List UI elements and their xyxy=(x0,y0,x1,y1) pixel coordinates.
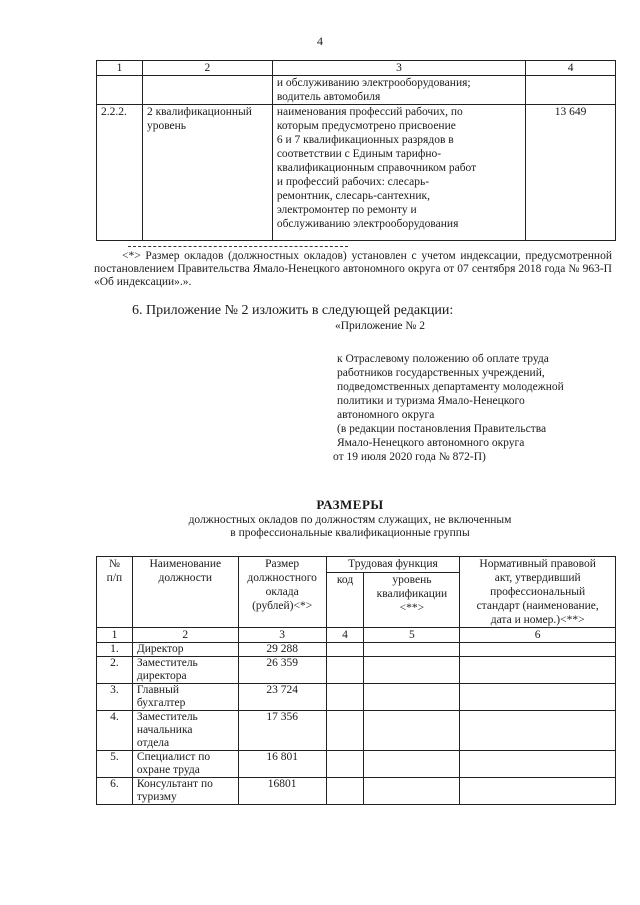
table1-row-level: 2 квалификационный уровень xyxy=(142,105,272,241)
section-heading: РАЗМЕРЫ xyxy=(316,497,384,512)
table1-continuation-row xyxy=(97,76,616,105)
table-row: 4. Заместитель начальника отдела 17 356 xyxy=(97,711,616,751)
table-row: 2. Заместитель директора 26 359 xyxy=(97,657,616,684)
table1-continuation-cell: и обслуживанию электрооборудования; водитель автомобиля xyxy=(272,76,525,105)
table1-row-salary: 13 649 xyxy=(526,105,616,241)
appendix-title: «Приложение № 2 xyxy=(335,320,425,332)
footnote-indexation: <*> Размер окладов (должностных окладов) установлен с учетом индексации, предусмотренной постановлением Правительства Ямало-Ненецкого автономного округа от 07 сентября 2018 года № 963-П «Об индексации».». xyxy=(94,250,612,288)
header-labor-function: Трудовая функция xyxy=(326,557,460,573)
table1-header-cell: 3 xyxy=(272,61,525,76)
table1-header-cell: 1 xyxy=(97,61,143,76)
amendment-item-6: 6. Приложение № 2 изложить в следующей редакции: xyxy=(132,303,454,318)
section-subheading: должностных окладов по должностям служащих, не включенным в профессиональные квалификационные группы xyxy=(188,514,512,539)
table-row: 1. Директор 29 288 xyxy=(97,643,616,657)
table1-row-description: наименования профессий рабочих, по которым предусмотрено присвоение 6 и 7 квалификационных разрядов в соответствии с Единым тарифно- квалификационным справочником работ и профессий рабочих: слесарь- ремонтник, слесарь-сантехник, электромонтер по ремонту и обслуживанию электрооборудования xyxy=(272,105,525,241)
salaries-table xyxy=(96,556,616,805)
table-row: 6. Консультант по туризму 16801 xyxy=(97,778,616,805)
appendix-header: «Приложение № 2 к Отраслевому положению об оплате труда работников государственных учреждений, подведомственных департаменту молодежной политики и туризма Ямало-Ненецкого автономного округа (в редакции постановления Правительства Ямало-Ненецкого автономного округа от 19 июля 2020 года № 872-П) xyxy=(333,319,623,464)
table1-header-cell: 2 xyxy=(142,61,272,76)
header-position-name: Наименование должности xyxy=(132,557,238,628)
table1-header-row xyxy=(97,61,616,76)
header-num: № п/п xyxy=(97,557,133,628)
professions-table xyxy=(96,60,616,241)
table1-row-number: 2.2.2. xyxy=(97,105,143,241)
table2-header-row xyxy=(97,557,616,573)
header-code: код xyxy=(326,573,364,628)
footnote-separator xyxy=(128,246,348,247)
header-qualification-level: уровень квалификации <**> xyxy=(364,573,460,628)
page-number: 4 xyxy=(317,34,323,48)
table-row: 5. Специалист по охране труда 16 801 xyxy=(97,751,616,778)
table1-header-cell: 4 xyxy=(526,61,616,76)
table1-row-2-2-2 xyxy=(97,105,616,241)
table-row: 3. Главный бухгалтер 23 724 xyxy=(97,684,616,711)
table2-column-numbers: 1 2 3 4 5 6 xyxy=(97,628,616,643)
header-standard: Нормативный правовой акт, утвердивший профессиональный стандарт (наименование, дата и номер.)<**> xyxy=(460,557,616,628)
header-salary: Размер должностного оклада (рублей)<*> xyxy=(238,557,326,628)
